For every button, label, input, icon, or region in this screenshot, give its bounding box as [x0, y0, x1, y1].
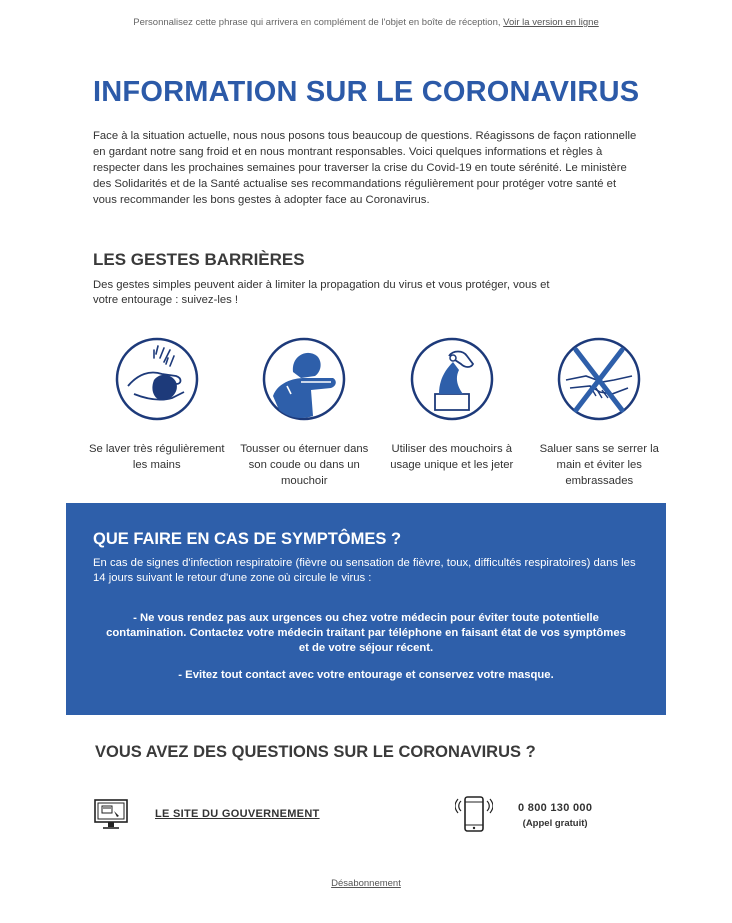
questions-title: VOUS AVEZ DES QUESTIONS SUR LE CORONAVIRUS ?	[95, 743, 536, 761]
unsubscribe-link[interactable]: Désabonnement	[331, 878, 401, 889]
gov-site-link[interactable]: LE SITE DU GOUVERNEMENT	[155, 808, 320, 820]
page-title: INFORMATION SUR LE CORONAVIRUS	[93, 76, 640, 108]
gestes-title: LES GESTES BARRIÈRES	[93, 250, 305, 269]
phone-icon	[455, 795, 493, 835]
gov-site-block	[93, 796, 320, 832]
phone-block	[455, 795, 592, 835]
geste-label: Tousser ou éternuer dans son coude ou dans un mouchoir	[240, 443, 369, 487]
intro-paragraph: Face à la situation actuelle, nous nous posons tous beaucoup de questions. Réagissons de façon rationnelle en gardant notre sang froid et en nous montrant responsables. Voici quelques informations et règles à respecter dans les prochaines semaines pour traverser la crise du Covid-19 en toute sérénité. Le ministère des Solidarités et de la Santé actualise ses recommandations régulièrement pour protéger votre santé et vous recommander les bons gestes à adopter face au Coronavirus.	[93, 130, 637, 206]
geste-item	[526, 336, 674, 489]
view-online-link[interactable]: Voir la version en ligne	[503, 17, 599, 28]
tissue-icon	[409, 336, 495, 422]
no-handshake-icon	[556, 336, 642, 422]
phone-note: (Appel gratuit)	[522, 817, 588, 829]
hand-washing-icon	[114, 336, 200, 422]
geste-item	[83, 336, 231, 489]
symptoms-title: QUE FAIRE EN CAS DE SYMPTÔMES ?	[93, 530, 402, 548]
geste-label: Saluer sans se serrer la main et éviter les embrassades	[539, 443, 659, 487]
geste-item	[231, 336, 379, 489]
gestes-text: Des gestes simples peuvent aider à limiter la propagation du virus et vous protéger, vous et votre entourage : suivez-les !	[93, 279, 550, 306]
gestes-icons-row	[83, 336, 673, 489]
symptoms-block	[66, 503, 666, 715]
symptoms-bullet-1: - Ne vous rendez pas aux urgences ou chez votre médecin pour éviter toute potentielle contamination. Contactez votre médecin traitant par téléphone en faisant état de vos symptômes et de votre séjour récent.	[106, 612, 626, 654]
phone-text	[518, 802, 592, 829]
computer-icon	[93, 796, 129, 832]
geste-item	[378, 336, 526, 489]
phone-number[interactable]: 0 800 130 000	[518, 801, 593, 814]
geste-label: Utiliser des mouchoirs à usage unique et les jeter	[390, 443, 514, 471]
symptoms-bullet-2: - Evitez tout contact avec votre entourage et conservez votre masque.	[178, 669, 554, 681]
preheader	[0, 17, 732, 28]
elbow-cough-icon	[261, 336, 347, 422]
preheader-text: Personnalisez cette phrase qui arrivera en complément de l'objet en boîte de réception,	[133, 17, 504, 28]
symptoms-text: En cas de signes d'infection respiratoire (fièvre ou sensation de fièvre, toux, difficultés respiratoires) dans les 14 jours suivant le retour d'une zone où circule le virus :	[93, 557, 636, 584]
geste-label: Se laver très régulièrement les mains	[88, 443, 225, 471]
